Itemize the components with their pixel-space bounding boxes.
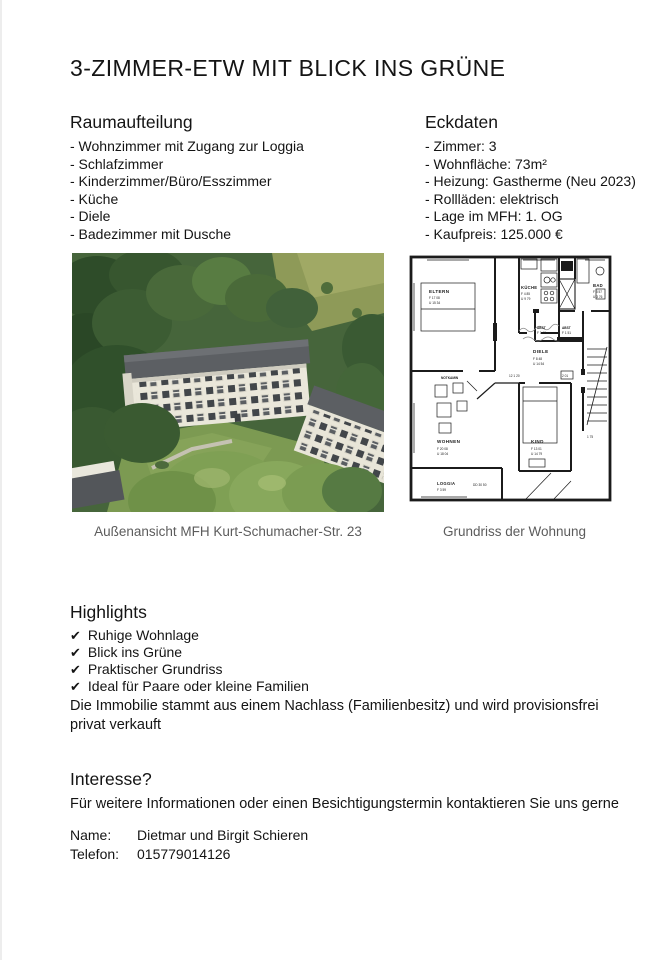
svg-text:U 3 76: U 3 76 — [593, 295, 603, 299]
check-icon: ✔ — [70, 628, 81, 643]
key-facts-list — [425, 138, 670, 243]
key-facts-item: - Heizung: Gastherme (Neu 2023) — [425, 173, 636, 189]
svg-text:U 9 79: U 9 79 — [521, 297, 531, 301]
plan-room-label: KÜCHE — [521, 285, 538, 290]
photo-caption: Außenansicht MFH Kurt-Schumacher-Str. 23 — [94, 524, 362, 539]
plan-annotation: 2 01 — [562, 374, 569, 378]
plan-room-label: LOGGIA — [437, 481, 456, 486]
highlight-label: Ruhige Wohnlage — [87, 627, 199, 643]
highlight-item — [70, 661, 309, 678]
plan-room-label: ABST — [537, 326, 546, 330]
plan-room-label: ELTERN — [429, 289, 450, 294]
page-title: 3-ZIMMER-ETW MIT BLICK INS GRÜNE — [70, 55, 506, 81]
plan-room-label: WOHNEN — [437, 439, 461, 444]
contact-name-value: Dietmar und Birgit Schieren — [137, 827, 309, 843]
key-facts-item: - Wohnfläche: 73m² — [425, 155, 547, 172]
svg-text:F 13 01: F 13 01 — [531, 447, 542, 451]
building-photo-illustration — [72, 253, 384, 512]
key-facts-item: - Kaufpreis: 125.000 € — [425, 225, 563, 242]
plan-caption: Grundriss der Wohnung — [442, 524, 587, 539]
room-layout-item: - Wohnzimmer mit Zugang zur Loggia — [70, 138, 304, 154]
plan-room-label: DIELE — [533, 349, 549, 354]
svg-text:U 14 79: U 14 79 — [531, 452, 543, 456]
check-icon: ✔ — [70, 679, 81, 694]
contact-name-label: Name: — [70, 827, 112, 843]
room-layout-list — [70, 138, 410, 243]
svg-text:F 20 08: F 20 08 — [437, 447, 448, 451]
highlight-item — [70, 678, 309, 695]
room-layout-item: - Küche — [70, 190, 119, 207]
svg-text:F 17 08: F 17 08 — [429, 296, 440, 300]
contact-block — [70, 826, 308, 863]
plan-room-label: NOTKAMIN — [441, 376, 459, 380]
key-facts-item: - Zimmer: 3 — [425, 138, 497, 154]
room-layout-item: - Schlafzimmer — [70, 155, 164, 172]
svg-text:U 18 04: U 18 04 — [437, 452, 449, 456]
interest-heading: Interesse? — [70, 769, 152, 789]
svg-text:F 3 59: F 3 59 — [437, 488, 447, 492]
contact-name-row — [70, 826, 308, 845]
contact-phone-row — [70, 845, 308, 864]
highlight-label: Praktischer Grundriss — [87, 661, 223, 677]
room-layout-item: - Badezimmer mit Dusche — [70, 225, 232, 242]
interest-text: Für weitere Informationen oder einen Besichtigungstermin kontaktieren Sie uns gerne — [70, 796, 619, 812]
highlight-item — [70, 627, 309, 644]
svg-text:F 4 85: F 4 85 — [521, 292, 531, 296]
highlight-label: Ideal für Paare oder kleine Familien — [87, 678, 309, 694]
highlight-item — [70, 644, 309, 661]
check-icon: ✔ — [70, 645, 81, 660]
room-layout-heading: Raumaufteilung — [70, 112, 193, 132]
interest-section — [70, 769, 650, 812]
svg-text:U 15 34: U 15 34 — [429, 301, 441, 305]
svg-text:F 1 40: F 1 40 — [537, 331, 547, 335]
highlights-heading: Highlights — [70, 602, 147, 622]
key-facts-item: - Rollläden: elektrisch — [425, 190, 559, 207]
key-facts-item: - Lage im MFH: 1. OG — [425, 208, 563, 224]
plan-annotation: 12 1 20 — [509, 374, 520, 378]
key-facts-section — [425, 112, 670, 243]
plan-annotation: DD 30 50 — [473, 483, 487, 487]
room-layout-item: - Diele — [70, 208, 111, 224]
svg-text:U 14 54: U 14 54 — [533, 362, 545, 366]
svg-text:F 3 57: F 3 57 — [593, 290, 603, 294]
highlight-label: Blick ins Grüne — [87, 644, 183, 660]
contact-phone-label: Telefon: — [70, 845, 120, 862]
room-layout-section — [70, 112, 410, 243]
contact-phone-value: 015779014126 — [137, 845, 231, 862]
plan-room-label: ABST — [562, 326, 571, 330]
svg-text:F 8 48: F 8 48 — [533, 357, 543, 361]
plan-room-label: BAD — [593, 283, 603, 288]
highlights-section — [70, 602, 309, 695]
plan-room-label: KIND — [531, 439, 544, 444]
description-text: Die Immobilie stammt aus einem Nachlass (Familienbesitz) und wird provisionsfrei privat verkauft — [70, 698, 599, 733]
key-facts-heading: Eckdaten — [425, 112, 498, 132]
check-icon: ✔ — [70, 662, 81, 677]
plan-annotation: 1 75 — [587, 435, 594, 439]
building-aerial-photo — [72, 253, 384, 512]
room-layout-item: - Kinderzimmer/Büro/Esszimmer — [70, 173, 272, 189]
floor-plan-drawing — [407, 253, 622, 512]
floor-plan-illustration — [407, 253, 622, 512]
svg-text:F 1 51: F 1 51 — [562, 331, 572, 335]
